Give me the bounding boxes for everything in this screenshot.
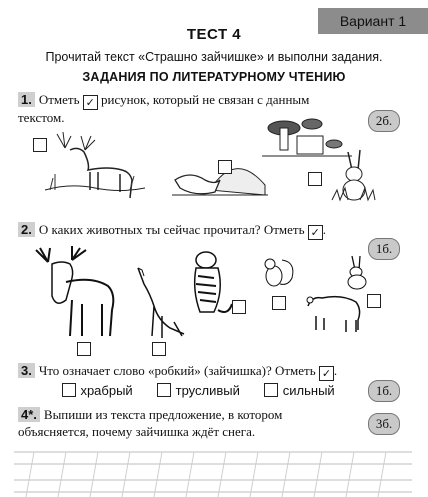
q3-checkbox-cowardly[interactable]: [157, 383, 171, 397]
q3-option-brave: храбрый: [80, 383, 133, 398]
question-4-number: 4*.: [18, 407, 40, 422]
question-2-number: 2.: [18, 222, 35, 237]
q2-checkbox-hare[interactable]: [367, 294, 381, 308]
q2-checkbox-wolf[interactable]: [152, 342, 166, 356]
score-badge-q4: 3б.: [368, 413, 400, 435]
hare-grass-picture: [330, 148, 378, 204]
q2-checkbox-tiger[interactable]: [232, 300, 246, 314]
question-4: 4*. Выпиши из текста предложение, в котором: [18, 407, 282, 423]
q3-option-strong: сильный: [282, 383, 335, 398]
q3-options: [62, 382, 335, 400]
squirrel-picture: [260, 256, 296, 290]
checkmark-icon: ✓: [83, 95, 98, 110]
q2-checkbox-squirrel[interactable]: [272, 296, 286, 310]
q1-checkbox-3[interactable]: [308, 172, 322, 186]
question-4-line2: объясняется, почему зайчишка ждёт снега.: [18, 424, 256, 439]
question-1: 1. Отметь ✓ рисунок, который не связан с данным: [18, 92, 398, 110]
question-2: 2. О каких животных ты сейчас прочитал? Отметь ✓ .: [18, 222, 403, 240]
answer-lines[interactable]: [14, 440, 412, 497]
q2-checkbox-moose[interactable]: [77, 342, 91, 356]
variant-label: Вариант 1: [318, 8, 428, 34]
q3-checkbox-brave[interactable]: [62, 383, 76, 397]
tiger-picture: [182, 250, 237, 322]
fox-burrow-picture: [170, 150, 270, 200]
q3-option-cowardly: трусливый: [175, 383, 240, 398]
score-badge-q3: 1б.: [368, 380, 400, 402]
question-3: 3. Что означает слово «робкий» (зайчишка)? Отметь ✓ .: [18, 363, 403, 381]
score-badge-q1: 2б.: [368, 110, 400, 132]
bear-picture: [302, 292, 364, 334]
question-1-line2: текстом.: [18, 110, 65, 125]
q1-checkbox-2[interactable]: [218, 160, 232, 174]
score-badge-q2: 1б.: [368, 238, 400, 260]
question-3-number: 3.: [18, 363, 35, 378]
checkmark-icon: ✓: [308, 225, 323, 240]
checkmark-icon: ✓: [319, 366, 334, 381]
q1-checkbox-1[interactable]: [33, 138, 47, 152]
moose-picture: [28, 244, 123, 344]
test-title: ТЕСТ 4: [186, 26, 242, 43]
instruction: Прочитай текст «Страшно зайчишке» и выполни задания.: [45, 50, 383, 64]
section-title: ЗАДАНИЯ ПО ЛИТЕРАТУРНОМУ ЧТЕНИЮ: [82, 70, 346, 84]
hare-picture: [342, 254, 372, 290]
moose-forest-picture: [40, 128, 150, 198]
question-1-number: 1.: [18, 92, 35, 107]
q3-checkbox-strong[interactable]: [264, 383, 278, 397]
